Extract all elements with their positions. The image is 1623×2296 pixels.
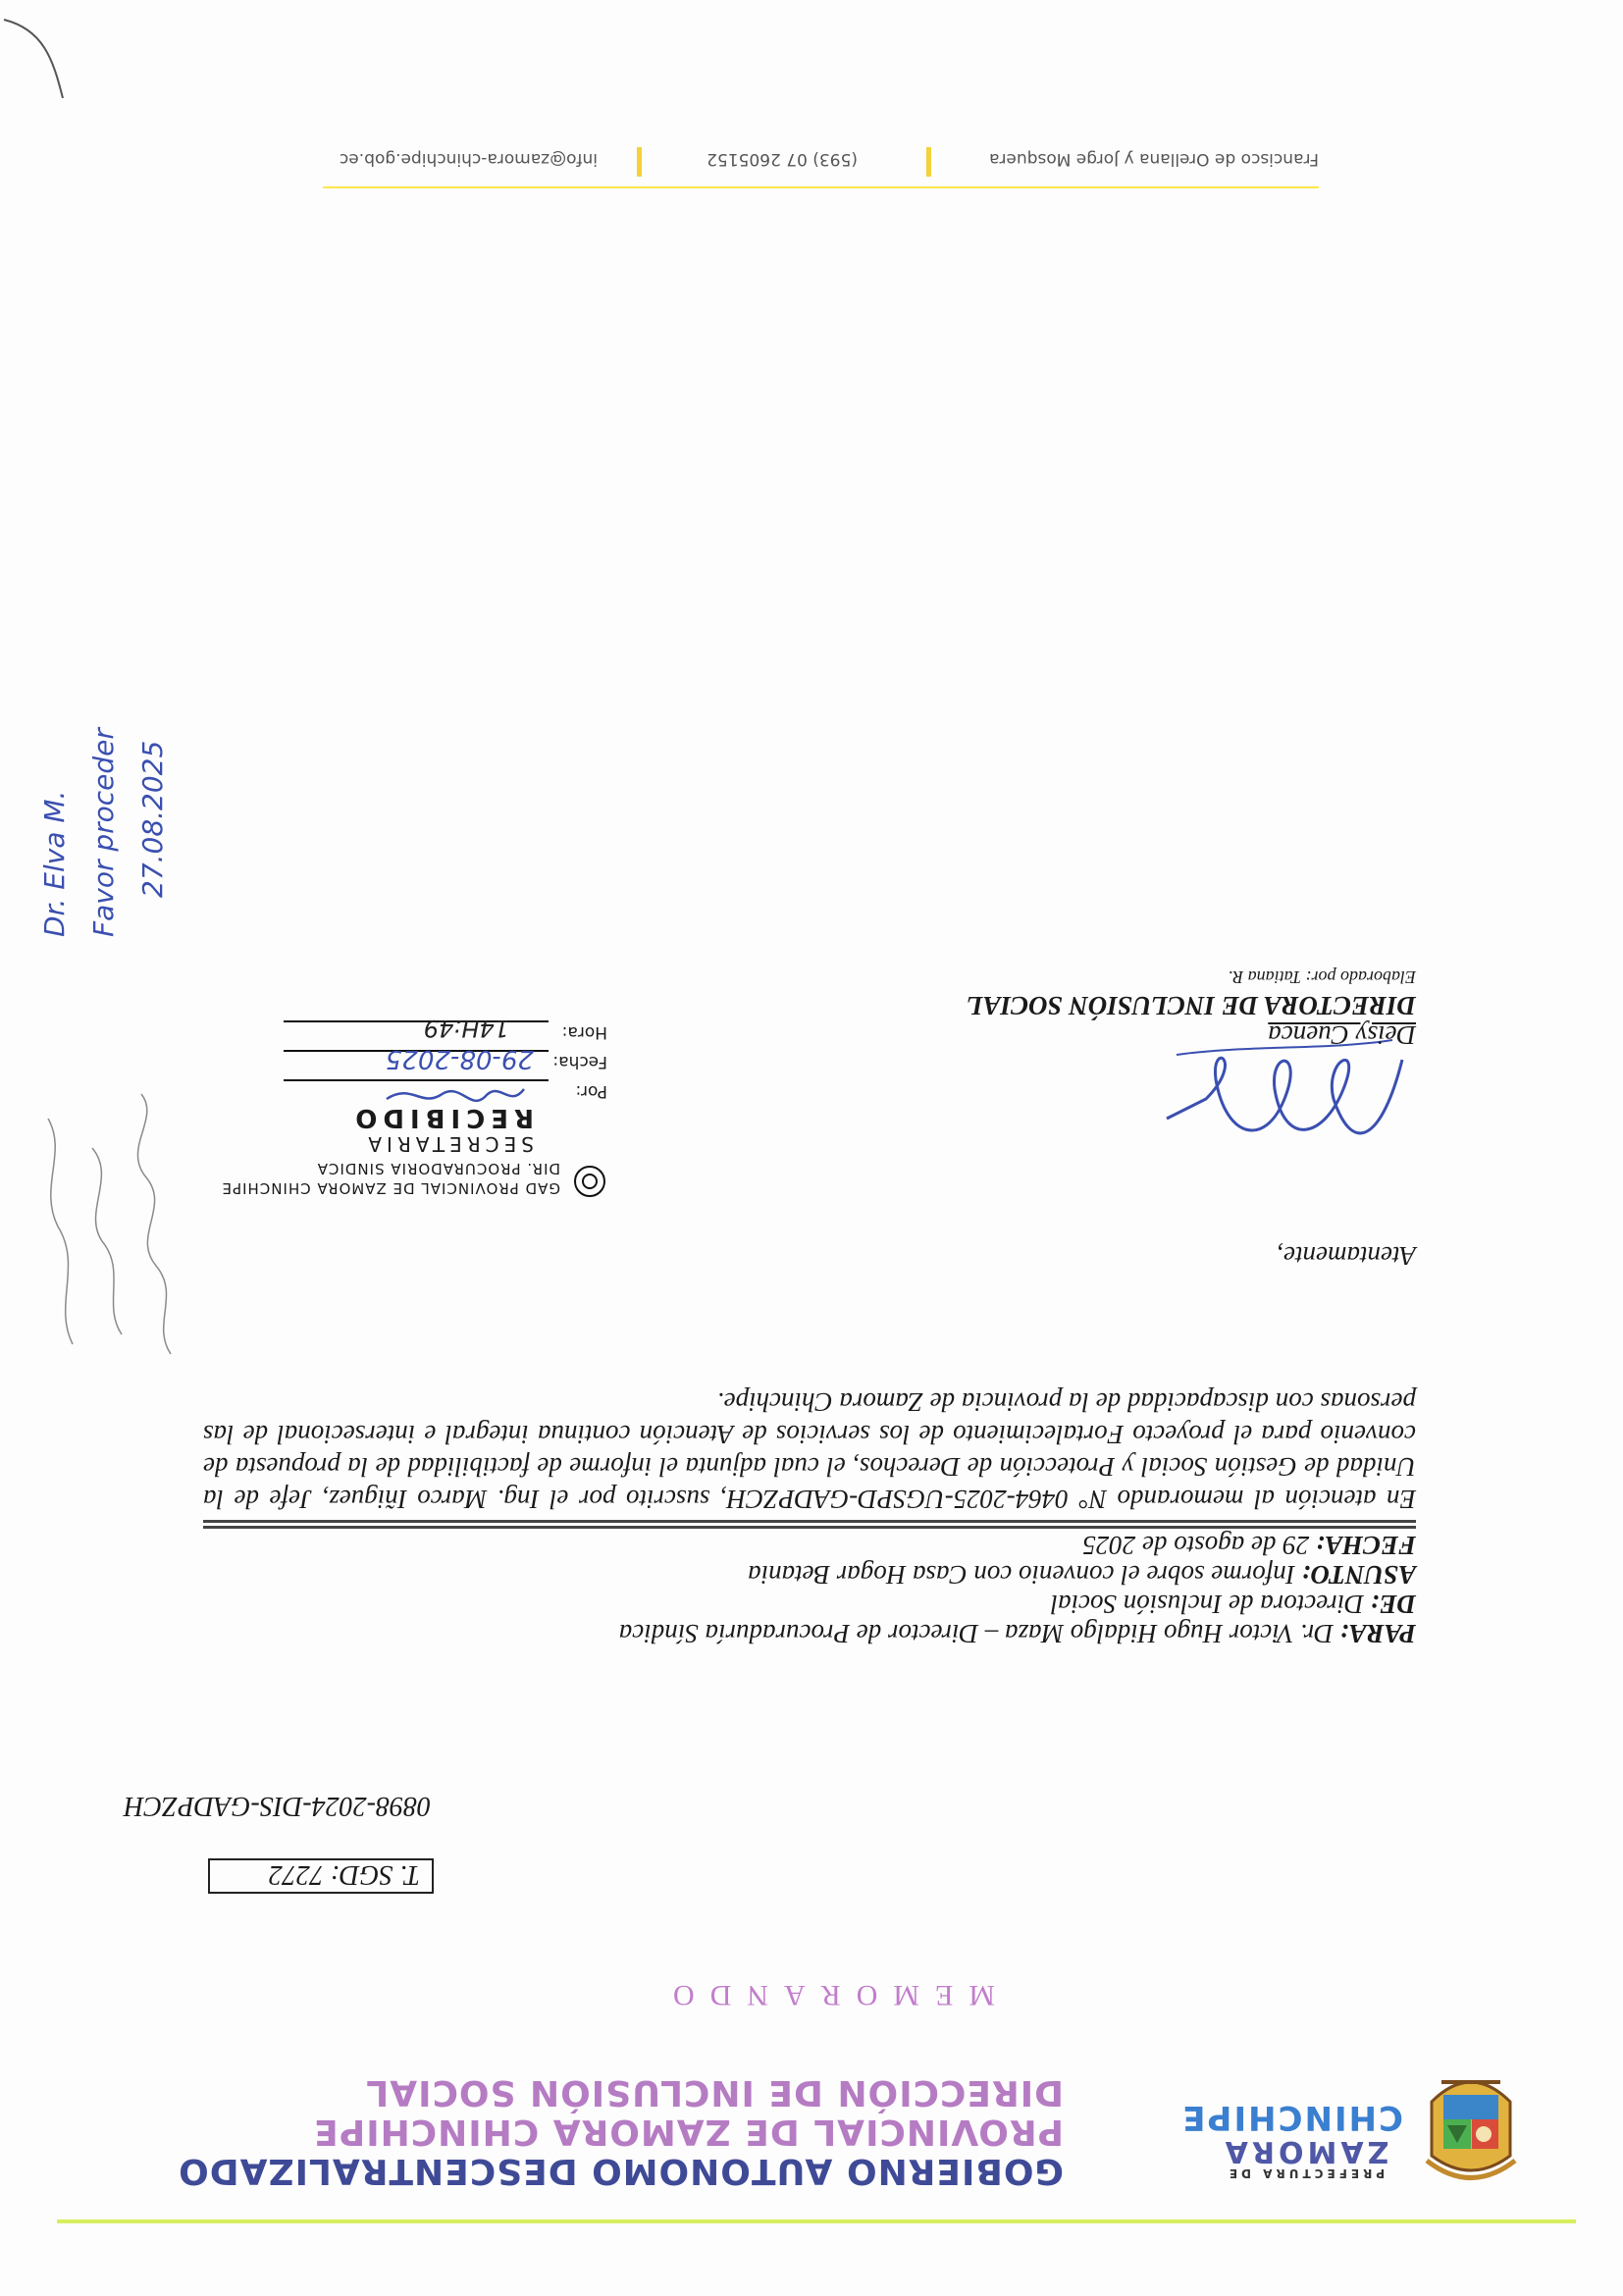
footer-phone: (593) 07 2605152 (707, 149, 858, 169)
reception-stamp (215, 991, 607, 1199)
signer-name: Deisy Cuenca (1268, 1020, 1416, 1050)
fecha-label: FECHA: (1315, 1531, 1416, 1560)
field-para (619, 1618, 1416, 1648)
closing: Atentamente, (1277, 1241, 1416, 1271)
para-value: Dr. Victor Hugo Hidalgo Maza – Director de Procuraduría Síndica (618, 1619, 1334, 1648)
asunto-value: Informe sobre el convenio con Casa Hogar Betania (748, 1560, 1295, 1590)
signer-title: DIRECTORA DE INCLUSIÓN SOCIAL (967, 991, 1416, 1020)
asunto-label: ASUNTO: (1301, 1560, 1416, 1590)
prefectura-wordmark (1180, 2098, 1403, 2180)
memo-title: MEMORANDO (656, 1979, 995, 2011)
margin-note-line1: Dr. Elva M. (38, 790, 71, 937)
organization-header (33, 2072, 1064, 2190)
stamp-received: RECIBIDO (349, 1103, 534, 1132)
provincial-logo (1412, 2058, 1530, 2190)
org-name-line2: PROVINCIAL DE ZAMORA CHINCHIPE (313, 2112, 1064, 2152)
separator-rule-1 (203, 1526, 1416, 1529)
footer-email: info@zamora-chinchipe.gob.ec (339, 149, 598, 169)
footer-address: Francisco de Orellana y Jorge Mosquera (989, 149, 1319, 169)
margin-note-line2: Favor proceder (87, 728, 120, 937)
prefectura-zamora: ZAMORA (1221, 2134, 1389, 2168)
footer-line (323, 186, 1319, 188)
footer-separator-1 (926, 147, 931, 177)
coat-of-arms-icon (1412, 2058, 1530, 2190)
memo-number: 0898-2024-DIS-GADPZCH (124, 1791, 431, 1821)
stamp-department: DIR. PROCURADORIA SINDICA (316, 1160, 560, 1177)
pencil-margin-scribble (24, 1089, 210, 1364)
corner-pen-mark (0, 0, 73, 98)
prefectura-chinchipe: CHINCHIPE (1180, 2098, 1403, 2137)
de-label: DE: (1370, 1590, 1416, 1619)
para-label: PARA: (1339, 1619, 1416, 1648)
handwritten-initials (382, 1077, 529, 1109)
stamp-hora-value: 14H:49 (423, 1015, 509, 1042)
memo-body: En atención al memorando N° 0464-2025-UGSPD-GADPZCH, suscrito por el Ing. Marco Iñiguez, Jefe de la Unidad de Gestión Social y Protección de Derechos, el cual adjunta el informe de factibilidad de la propuesta de convenio para el proyecto Fortalecimiento de los servicios de Atención continua integral e intersecional de las personas con discapacidad de la provincia de Zamora Chinchipe. (203, 1387, 1416, 1514)
stamp-fecha-label: Fecha: (552, 1052, 607, 1071)
stamp-secretaria: SECRETARIA (363, 1132, 534, 1156)
stamp-institution: GAD PROVINCIAL DE ZAMORA CHINCHIPE (221, 1179, 560, 1197)
stamp-fecha-value: 29-08-2025 (385, 1044, 534, 1073)
field-fecha (1082, 1530, 1416, 1560)
margin-note-line3: 27.08.2025 (136, 740, 169, 898)
separator-rule-2 (203, 1520, 1416, 1523)
footer-separator-2 (637, 147, 642, 177)
handwritten-margin-note (9, 603, 195, 937)
prefectura-label: PREFECTURA DE (1225, 2166, 1386, 2180)
org-name-line1: GOBIERNO AUTONOMO DESCENTRALIZADO (178, 2151, 1064, 2191)
stamp-emblem-icon (572, 1164, 607, 1199)
field-asunto (748, 1559, 1416, 1590)
fecha-value: 29 de agosto de 2025 (1082, 1531, 1310, 1560)
header-top-line (57, 2219, 1576, 2223)
stamp-hora-label: Hora: (561, 1022, 607, 1042)
prepared-by: Elaborado por: Tatiana R. (1228, 967, 1416, 987)
sgd-box: T. SGD: 7272 (208, 1858, 434, 1894)
stamp-por-label: Por: (575, 1081, 607, 1101)
department-name: DIRECCIÓN DE INCLUSIÓN SOCIAL (365, 2072, 1064, 2113)
field-de (1051, 1589, 1416, 1619)
de-value: Directora de Inclusión Social (1050, 1590, 1364, 1619)
footer (323, 143, 1319, 177)
